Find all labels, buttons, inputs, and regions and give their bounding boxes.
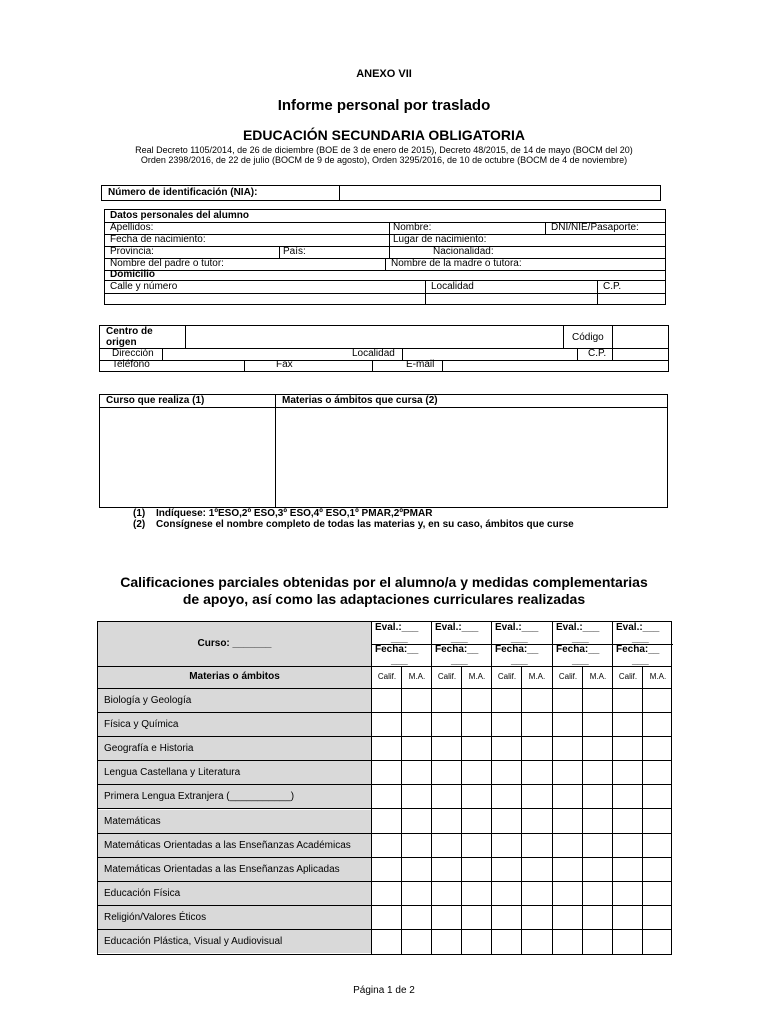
- eval-header-1[interactable]: [375, 622, 431, 644]
- grade-cell[interactable]: [402, 906, 431, 929]
- ma-header: M.A.: [589, 672, 607, 681]
- legal-line-1: Real Decreto 1105/2014, de 26 de diciembre (BOE de 3 de enero de 2015), Decreto 48/2015, de 14 de mayo (BOCM del 20): [135, 145, 633, 155]
- eval-label-cont: ___: [511, 633, 528, 644]
- grade-cell[interactable]: [553, 761, 582, 784]
- calificaciones-table: [97, 621, 672, 955]
- nombre-field[interactable]: Nombre:: [393, 222, 432, 233]
- grade-cell[interactable]: [432, 834, 461, 857]
- note-1-text: Indíquese: 1ºESO,2º ESO,3º ESO,4º ESO,1º PMAR,2ºPMAR: [156, 508, 433, 519]
- note-2-number: (2): [133, 519, 146, 530]
- grade-cell[interactable]: [372, 761, 401, 784]
- grade-cell[interactable]: [643, 761, 672, 784]
- grade-cell[interactable]: [492, 834, 521, 857]
- grade-cell[interactable]: [643, 737, 672, 760]
- grade-cell[interactable]: [432, 810, 461, 833]
- grade-cell[interactable]: [492, 737, 521, 760]
- domicilio-label: Domicilio: [110, 269, 156, 280]
- cp-input[interactable]: [598, 294, 664, 304]
- localidad-label: Localidad: [431, 281, 474, 292]
- grade-cell[interactable]: [613, 834, 642, 857]
- provincia-field[interactable]: Provincia:: [110, 246, 154, 257]
- grade-cell[interactable]: [492, 882, 521, 905]
- grade-cell[interactable]: [372, 737, 401, 760]
- curso-realiza-header: Curso que realiza (1): [106, 395, 205, 406]
- eval-header-2[interactable]: [435, 622, 491, 644]
- fax-label: Fax: [276, 359, 293, 370]
- grade-cell[interactable]: [583, 906, 612, 929]
- grade-cell[interactable]: [462, 761, 491, 784]
- eval-label: Eval.:___: [556, 622, 600, 633]
- calificaciones-title-2: de apoyo, así como las adaptaciones curriculares realizadas: [182, 591, 586, 607]
- subject-name: Matemáticas Orientadas a las Enseñanzas Académicas: [104, 840, 351, 851]
- fecha-label-cont: ___: [632, 655, 649, 666]
- subject-name: Religión/Valores Éticos: [104, 912, 207, 923]
- fecha-label-cont: ___: [391, 655, 408, 666]
- grade-cell[interactable]: [402, 785, 431, 808]
- direccion-label: Dirección: [112, 348, 154, 359]
- grade-cell[interactable]: [492, 858, 521, 881]
- subject-name: Lengua Castellana y Literatura: [104, 767, 241, 778]
- grade-cell[interactable]: [643, 689, 672, 712]
- grade-cell[interactable]: [402, 858, 431, 881]
- grade-cell[interactable]: [372, 834, 401, 857]
- materias-cursa-input[interactable]: [276, 408, 667, 507]
- grade-cell[interactable]: [523, 834, 552, 857]
- document-title: Informe personal por traslado: [277, 97, 491, 114]
- subject-row: [98, 785, 371, 808]
- localidad-centro-label: Localidad: [352, 348, 395, 359]
- nia-label: Número de identificación (NIA):: [108, 187, 258, 198]
- eval-label-cont: ___: [632, 633, 649, 644]
- centro-label-1: Centro de: [106, 326, 153, 337]
- pais-field[interactable]: País:: [283, 246, 306, 257]
- grade-cell[interactable]: [372, 858, 401, 881]
- grade-cell[interactable]: [583, 930, 612, 953]
- grade-cell[interactable]: [402, 761, 431, 784]
- grade-cell[interactable]: [643, 858, 672, 881]
- grade-cell[interactable]: [643, 713, 672, 736]
- grade-cell[interactable]: [492, 713, 521, 736]
- grade-cell[interactable]: [523, 713, 552, 736]
- grade-cell[interactable]: [613, 737, 642, 760]
- eval-label: Eval.:___: [616, 622, 660, 633]
- grade-cell[interactable]: [432, 882, 461, 905]
- grade-cell[interactable]: [523, 761, 552, 784]
- grade-cell[interactable]: [553, 737, 582, 760]
- grade-cell[interactable]: [583, 737, 612, 760]
- localidad-input[interactable]: [426, 294, 596, 304]
- grade-cell[interactable]: [402, 689, 431, 712]
- curso-label[interactable]: Curso: _______: [197, 638, 272, 649]
- grade-cell[interactable]: [372, 713, 401, 736]
- curso-header-cell: [98, 622, 371, 666]
- nia-input[interactable]: [340, 186, 660, 200]
- grade-cell[interactable]: [432, 761, 461, 784]
- eval-label: Eval.:___: [375, 622, 419, 633]
- padre-field[interactable]: Nombre del padre o tutor:: [110, 258, 224, 269]
- personal-section-title: Datos personales del alumno: [110, 210, 249, 221]
- nia-box: [101, 185, 661, 201]
- grade-cell[interactable]: [643, 810, 672, 833]
- eval-header-5[interactable]: [616, 622, 672, 644]
- calif-header: Calif.: [558, 672, 578, 681]
- personal-data-box: [104, 209, 666, 305]
- codigo-label: Código: [572, 332, 604, 343]
- fecha-nacimiento-field[interactable]: Fecha de nacimiento:: [110, 234, 206, 245]
- grade-cell[interactable]: [462, 858, 491, 881]
- subject-name: Educación Plástica, Visual y Audiovisual: [104, 936, 283, 947]
- grade-cell[interactable]: [583, 785, 612, 808]
- grade-cell[interactable]: [613, 713, 642, 736]
- fecha-label-cont: ___: [511, 655, 528, 666]
- grade-cell[interactable]: [402, 737, 431, 760]
- grade-cell[interactable]: [613, 882, 642, 905]
- subject-name: Educación Física: [104, 888, 181, 899]
- grade-cell[interactable]: [462, 882, 491, 905]
- grade-cell[interactable]: [523, 906, 552, 929]
- grade-cell[interactable]: [553, 834, 582, 857]
- grade-cell[interactable]: [553, 785, 582, 808]
- calif-header: Calif.: [437, 672, 457, 681]
- grade-cell[interactable]: [613, 810, 642, 833]
- grade-cell[interactable]: [523, 737, 552, 760]
- materias-cursa-header: Materias o ámbitos que cursa (2): [282, 395, 438, 406]
- grade-cell[interactable]: [553, 810, 582, 833]
- eval-label-cont: ___: [391, 633, 408, 644]
- grade-cell[interactable]: [462, 810, 491, 833]
- eval-label: Eval.:___: [495, 622, 539, 633]
- grade-cell[interactable]: [492, 689, 521, 712]
- subject-row: [98, 906, 371, 929]
- calle-input[interactable]: [105, 294, 425, 304]
- grade-cell[interactable]: [462, 834, 491, 857]
- calif-header: Calif.: [377, 672, 397, 681]
- grade-cell[interactable]: [462, 689, 491, 712]
- email-label: E-mail: [406, 359, 435, 370]
- ma-header: M.A.: [649, 672, 667, 681]
- grade-cell[interactable]: [613, 858, 642, 881]
- subject-row: [98, 834, 371, 857]
- grade-cell[interactable]: [402, 713, 431, 736]
- grade-cell[interactable]: [402, 930, 431, 953]
- subject-row: [98, 689, 371, 712]
- ma-header: M.A.: [468, 672, 486, 681]
- grade-cell[interactable]: [523, 882, 552, 905]
- grade-cell[interactable]: [643, 930, 672, 953]
- fecha-label: Fecha:__: [375, 644, 419, 655]
- centro-label-2: origen: [106, 337, 137, 348]
- ma-header: M.A.: [528, 672, 546, 681]
- grade-cell[interactable]: [583, 882, 612, 905]
- grade-cell[interactable]: [523, 689, 552, 712]
- fecha-label: Fecha:__: [435, 644, 479, 655]
- centro-input[interactable]: [186, 326, 562, 348]
- curso-materias-box: [99, 394, 668, 508]
- note-1-number: (1): [133, 508, 146, 519]
- grade-cell[interactable]: [583, 858, 612, 881]
- apellidos-field[interactable]: Apellidos:: [110, 222, 154, 233]
- telefono-label: Teléfono: [112, 359, 150, 370]
- subject-name: Biología y Geología: [104, 695, 192, 706]
- codigo-input[interactable]: [613, 326, 668, 348]
- subject-row: [98, 737, 371, 760]
- grade-cell[interactable]: [432, 930, 461, 953]
- legal-line-2: Orden 2398/2016, de 22 de julio (BOCM de 9 de agosto), Orden 3295/2016, de 10 de octubre (BOCM de 4 de noviembre): [140, 155, 628, 165]
- grade-cell[interactable]: [523, 930, 552, 953]
- grade-cell[interactable]: [402, 810, 431, 833]
- subject-row: [98, 930, 371, 953]
- grade-cell[interactable]: [613, 761, 642, 784]
- nacionalidad-field[interactable]: Nacionalidad:: [433, 246, 494, 257]
- madre-field[interactable]: Nombre de la madre o tutora:: [391, 258, 522, 269]
- fecha-label-cont: ___: [572, 655, 589, 666]
- subject-name: Matemáticas: [104, 816, 161, 827]
- dni-field[interactable]: DNI/NIE/Pasaporte:: [551, 222, 639, 233]
- subject-name: Geografía e Historia: [104, 743, 194, 754]
- grade-cell[interactable]: [402, 834, 431, 857]
- grade-cell[interactable]: [523, 858, 552, 881]
- materias-header-label: Materias o ámbitos: [189, 671, 280, 682]
- grade-cell[interactable]: [432, 858, 461, 881]
- grade-cell[interactable]: [553, 858, 582, 881]
- cp-label: C.P.: [603, 281, 622, 292]
- grade-cell[interactable]: [492, 785, 521, 808]
- subject-row: [98, 713, 371, 736]
- cp-centro-label: C.P.: [588, 348, 607, 359]
- grade-cell[interactable]: [523, 810, 552, 833]
- grade-cell[interactable]: [553, 713, 582, 736]
- calif-header: Calif.: [618, 672, 638, 681]
- calle-label: Calle y número: [110, 281, 178, 292]
- grade-cell[interactable]: [553, 930, 582, 953]
- grade-cell[interactable]: [372, 906, 401, 929]
- subject-name: Primera Lengua Extranjera (___________): [104, 791, 295, 802]
- subject-row: [98, 810, 371, 833]
- grade-cell[interactable]: [643, 785, 672, 808]
- eval-header-4[interactable]: [556, 622, 612, 644]
- grade-cell[interactable]: [643, 882, 672, 905]
- grade-cell[interactable]: [583, 761, 612, 784]
- eval-label-cont: ___: [451, 633, 468, 644]
- grade-cell[interactable]: [523, 785, 552, 808]
- grade-cell[interactable]: [553, 882, 582, 905]
- materias-header-cell: [98, 667, 371, 688]
- grade-cell[interactable]: [643, 834, 672, 857]
- fecha-label: Fecha:__: [556, 644, 600, 655]
- document-subtitle: EDUCACIÓN SECUNDARIA OBLIGATORIA: [242, 127, 526, 143]
- grade-cell[interactable]: [372, 689, 401, 712]
- grade-cell[interactable]: [462, 737, 491, 760]
- grade-cell[interactable]: [432, 785, 461, 808]
- fecha-label: Fecha:__: [495, 644, 539, 655]
- eval-label-cont: ___: [572, 633, 589, 644]
- fecha-label: Fecha:__: [616, 644, 660, 655]
- grade-cell[interactable]: [643, 906, 672, 929]
- calif-header: Calif.: [497, 672, 517, 681]
- eval-label: Eval.:___: [435, 622, 479, 633]
- grade-cell[interactable]: [583, 810, 612, 833]
- grade-cell[interactable]: [372, 882, 401, 905]
- fecha-label-cont: ___: [451, 655, 468, 666]
- subject-row: [98, 882, 371, 905]
- fecha-header-5[interactable]: [616, 644, 672, 666]
- eval-header-3[interactable]: [495, 622, 551, 644]
- grade-cell[interactable]: [583, 834, 612, 857]
- page-number: Página 1 de 2: [353, 985, 415, 996]
- grade-cell[interactable]: [432, 713, 461, 736]
- grade-cell[interactable]: [613, 906, 642, 929]
- grade-cell[interactable]: [462, 713, 491, 736]
- fecha-header-3[interactable]: [495, 644, 551, 666]
- calificaciones-title-1: Calificaciones parciales obtenidas por el alumno/a y medidas complementarias: [120, 574, 648, 590]
- grade-cell[interactable]: [583, 689, 612, 712]
- grade-cell[interactable]: [432, 689, 461, 712]
- grade-cell[interactable]: [492, 906, 521, 929]
- grade-cell[interactable]: [553, 906, 582, 929]
- subject-name: Matemáticas Orientadas a las Enseñanzas Aplicadas: [104, 864, 340, 875]
- subject-name: Física y Química: [104, 719, 179, 730]
- grade-cell[interactable]: [462, 906, 491, 929]
- grade-cell[interactable]: [492, 810, 521, 833]
- subject-row: [98, 858, 371, 881]
- note-2-text: Consígnese el nombre completo de todas las materias y, en su caso, ámbitos que curse: [156, 519, 574, 530]
- grade-cell[interactable]: [492, 930, 521, 953]
- lugar-nacimiento-field[interactable]: Lugar de nacimiento:: [393, 234, 487, 245]
- grade-cell[interactable]: [432, 906, 461, 929]
- grade-cell[interactable]: [583, 713, 612, 736]
- direccion-input[interactable]: [163, 348, 341, 360]
- grade-cell[interactable]: [462, 930, 491, 953]
- grade-cell[interactable]: [372, 930, 401, 953]
- fecha-header-4[interactable]: [556, 644, 612, 666]
- grade-cell[interactable]: [613, 689, 642, 712]
- grade-cell[interactable]: [402, 882, 431, 905]
- subject-row: [98, 761, 371, 784]
- grade-cell[interactable]: [492, 761, 521, 784]
- grade-cell[interactable]: [613, 930, 642, 953]
- anexo-label: ANEXO VII: [356, 68, 412, 80]
- fecha-header-1[interactable]: [375, 644, 431, 666]
- grade-cell[interactable]: [613, 785, 642, 808]
- grade-cell[interactable]: [372, 785, 401, 808]
- ma-header: M.A.: [408, 672, 426, 681]
- grade-cell[interactable]: [553, 689, 582, 712]
- curso-realiza-input[interactable]: [100, 408, 275, 507]
- grade-cell[interactable]: [462, 785, 491, 808]
- centro-origen-box: [99, 325, 669, 372]
- grade-cell[interactable]: [372, 810, 401, 833]
- grade-cell[interactable]: [432, 737, 461, 760]
- fecha-header-2[interactable]: [435, 644, 491, 666]
